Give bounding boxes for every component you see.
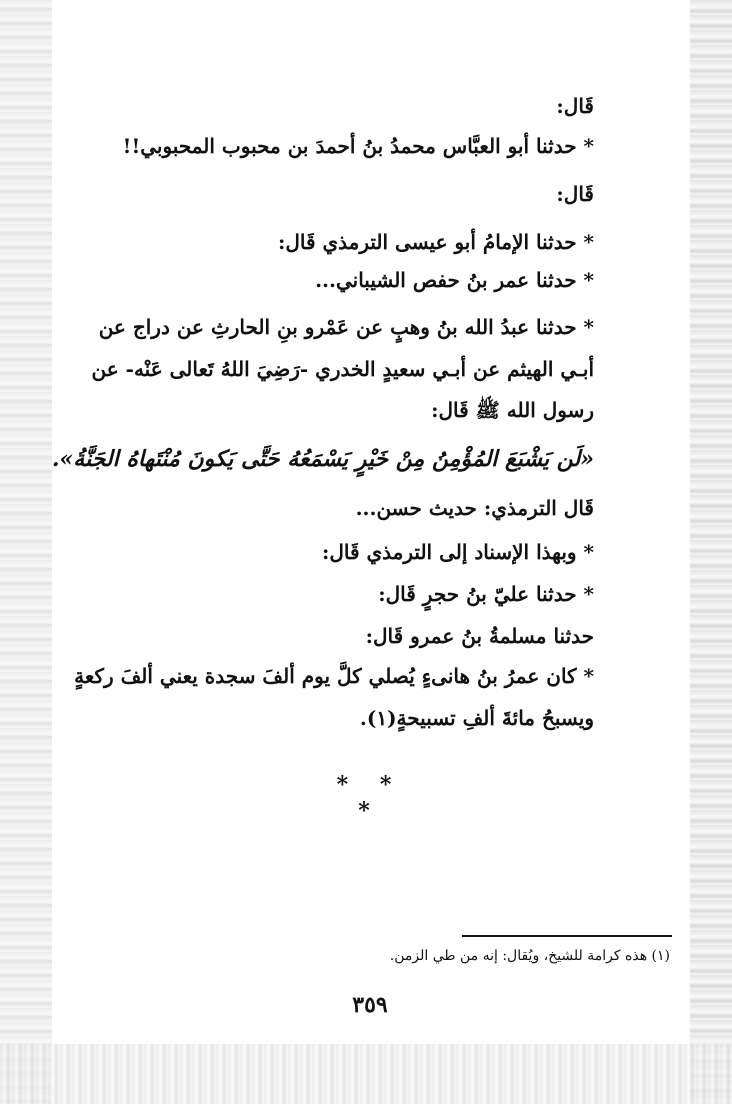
page-edge-bottom [0, 1044, 732, 1104]
text-line-3: قَال: [556, 182, 594, 206]
text-line-5: * حدثنا عمر بنُ حفص الشيباني... [315, 268, 594, 292]
text-line-2: * حدثنا أبو العبَّاس محمدُ بنُ أحمدَ بن محبوب المحبوبي!! [122, 134, 594, 158]
text-line-14: * كان عمرُ بنُ هانىءٍ يُصلي كلَّ يوم ألفَ سجدة يعني ألفَ ركعةٍ [74, 664, 594, 688]
text-line-8: رسول الله ﷺ قَال: [431, 398, 594, 422]
footnote-divider [462, 935, 672, 937]
text-line-11: * وبهذا الإسناد إلى الترمذي قَال: [321, 540, 594, 564]
text-line-13: حدثنا مسلمةُ بنُ عمرو قَال: [365, 624, 594, 648]
text-line-10: قَال الترمذي: حديث حسن... [355, 496, 594, 520]
footnote: (١) هذه كرامة للشيخ، ويُقال: إنه من طي الزمن. [389, 948, 670, 964]
text-line-7: أبـي الهيثم عن أبـي سعيدٍ الخدري -رَضِيَ اللهُ تَعالى عَنْه- عن [91, 357, 594, 381]
section-separator: * * * [336, 772, 404, 824]
page-number: ٣٥٩ [352, 992, 388, 1018]
text-line-1: قَال: [556, 94, 594, 118]
page-edge-left [0, 0, 52, 1104]
text-line-12: * حدثنا عليّ بنُ حجرٍ قَال: [378, 582, 594, 606]
page-edge-right [690, 0, 732, 1104]
text-line-9-hadith: «لَن يَشْبَعَ المُؤْمِنُ مِنْ خَيْرٍ يَسْمَعُهُ حَتَّى يَكونَ مُنْتَهاهُ الجَنَّةُ». [51, 446, 594, 472]
text-line-4: * حدثنا الإمامُ أبو عيسى الترمذي قَال: [277, 230, 594, 254]
text-line-6: * حدثنا عبدُ الله بنُ وهبٍ عن عَمْرو بنِ الحارثِ عن دراج عن [98, 315, 594, 339]
text-line-15: ويسبحُ مائةَ ألفِ تسبيحةٍ(١). [359, 706, 594, 730]
